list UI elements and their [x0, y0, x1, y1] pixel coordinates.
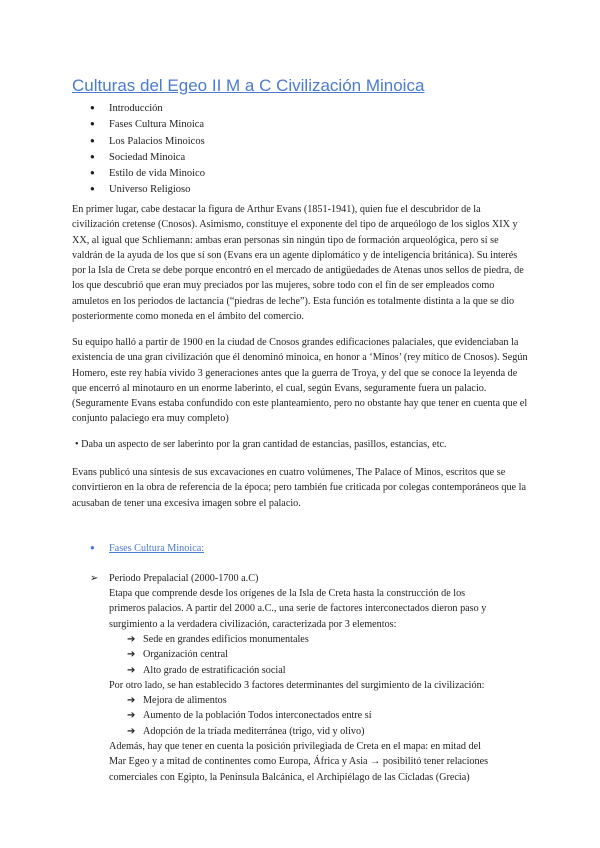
list-item-label: Sede en grandes edificios monumentales	[143, 634, 309, 645]
list-item	[127, 663, 309, 678]
list-item-label: Alto grado de estratificación social	[143, 664, 286, 676]
section-heading	[90, 540, 204, 556]
elementos-list	[127, 632, 309, 678]
list-item-label: Mejora de alimentos	[143, 695, 227, 706]
list-item-label: Adopción de la tríada mediterránea (trigo, vid y olivo)	[143, 725, 365, 737]
arrow-icon: ➔	[127, 695, 136, 706]
bullet-icon: ●	[90, 119, 95, 129]
text-line: surgimiento a la verdadera civilización, caracterizada por 3 elementos:	[109, 618, 397, 630]
factores-intro: Por otro lado, se han establecido 3 factores determinantes del surgimiento de la civilización:	[109, 680, 485, 691]
text-line: Mar Egeo y a mitad de continentes como Europa, África y Asia → posibilitó tener relaciones	[109, 756, 489, 768]
toc-item-label: Los Palacios Minoicos	[109, 135, 205, 147]
text-line: Etapa que comprende desde los orígenes de la Isla de Creta hasta la construcción de los	[109, 588, 466, 599]
arrow-icon: ➔	[127, 634, 136, 645]
paragraph-evans-intro: En primer lugar, cabe destacar la figura de Arthur Evans (1851-1941), quien fue el descubridor de la civilización cretense (Cnosos). Asimismo, constituye el exponente del tipo de arqueólogo de los siglos XIX y XX, al igual que Schliemann: ambas eran personas sin ningún tipo de formación arqueológica, pero sí se valdrán de la ayuda de los que sí son (Evans era un agente diplomático y de inteligencia británica). Su interés por la Isla de Creta se debe porque encontró en el mercado de antigüedades de Atenas unos sellos de piedra, de los que descubrió que eran muy preciados por las mujeres, sobre todo con el fin de ser empleados como amuletos en los periodos de lactancia (“piedras de leche”). Esta función es totalmente distinta a la que se dio posteriormente como moneda en el ámbito del comercio.	[72, 204, 524, 323]
toc-item[interactable]	[90, 165, 205, 181]
arrow-icon: ➔	[127, 649, 136, 661]
bullet-icon: ●	[90, 135, 95, 145]
list-item-label: Aumento de la población Todos interconectados entre sí	[143, 710, 372, 722]
periodo-cierre	[109, 739, 488, 785]
toc-item-label: Sociedad Minoica	[109, 151, 186, 163]
page-title: Culturas del Egeo II M a C Civilización Minoica	[72, 76, 425, 95]
table-of-contents	[90, 100, 205, 198]
arrowhead-icon: ➢	[90, 573, 99, 584]
paragraph-laberinto-note: • Daba un aspecto de ser laberinto por la gran cantidad de estancias, pasillos, estancias, etc.	[75, 439, 447, 450]
bullet-icon: ●	[90, 543, 95, 552]
factores-list	[127, 693, 372, 739]
toc-item-label: Fases Cultura Minoica	[109, 119, 205, 131]
toc-item[interactable]	[90, 181, 205, 197]
list-item	[127, 632, 309, 647]
list-item	[127, 693, 372, 708]
arrow-icon: ➔	[127, 664, 136, 676]
list-item-label: Organización central	[143, 649, 228, 661]
bullet-icon: ●	[90, 103, 95, 112]
toc-item[interactable]	[90, 149, 205, 165]
bullet-icon: ●	[90, 184, 95, 194]
text-line: primeros palacios. A partir del 2000 a.C., una serie de factores interconectados dieron paso y	[109, 603, 487, 615]
text-line: comerciales con Egipto, la Península Balcánica, el Archipiélago de las Cícladas (Grecia)	[109, 771, 470, 783]
paragraph-cnosos: Su equipo halló a partir de 1900 en la ciudad de Cnosos grandes edificaciones palaciales, que evidenciaban la existencia de una gran civilización que él denominó minoica, en honor a ‘Minos’ (rey mítico de Cnosos). Según Homero, este rey había vivido 3 generaciones antes que la guerra de Troya, y del que se conoce la leyenda de que encerró al minotauro en un enorme laberinto, el cual, según Evans, seguramente fuera un palacio. (Seguramente Evans estaba confundido con este planteamiento, pero no obstante hay que tener en cuenta que el conjunto palaciego era muy completo)	[72, 337, 528, 425]
toc-item-label: Universo Religioso	[109, 184, 191, 196]
arrow-icon: ➔	[127, 725, 136, 737]
toc-item-label: Introducción	[109, 103, 163, 114]
text-line: Además, hay que tener en cuenta la posición privilegiada de Creta en el mapa: en mitad del	[109, 741, 481, 752]
toc-item[interactable]	[90, 133, 205, 149]
periodo-title: Periodo Prepalacial (2000-1700 a.C)	[109, 573, 259, 584]
arrow-icon: ➔	[127, 710, 136, 722]
toc-item-label: Estilo de vida Minoico	[109, 168, 205, 180]
bullet-icon: ●	[90, 168, 95, 178]
list-item	[127, 724, 372, 739]
section-link-fases[interactable]: Fases Cultura Minoica:	[109, 543, 205, 554]
toc-item[interactable]	[90, 116, 205, 132]
list-item	[127, 647, 309, 662]
periodo-heading	[90, 571, 258, 586]
toc-item[interactable]	[90, 100, 205, 116]
periodo-intro	[109, 586, 486, 632]
bullet-icon: ●	[90, 151, 95, 161]
list-item	[127, 708, 372, 723]
paragraph-palace-of-minos: Evans publicó una síntesis de sus excavaciones en cuatro volúmenes, The Palace of Minos, escritos que se convirtieron en la obra de referencia de la época; pero también fue criticada por colegas contemporáneos que la acusaban de tener una excesiva imagen sobre el palacio.	[72, 467, 526, 509]
